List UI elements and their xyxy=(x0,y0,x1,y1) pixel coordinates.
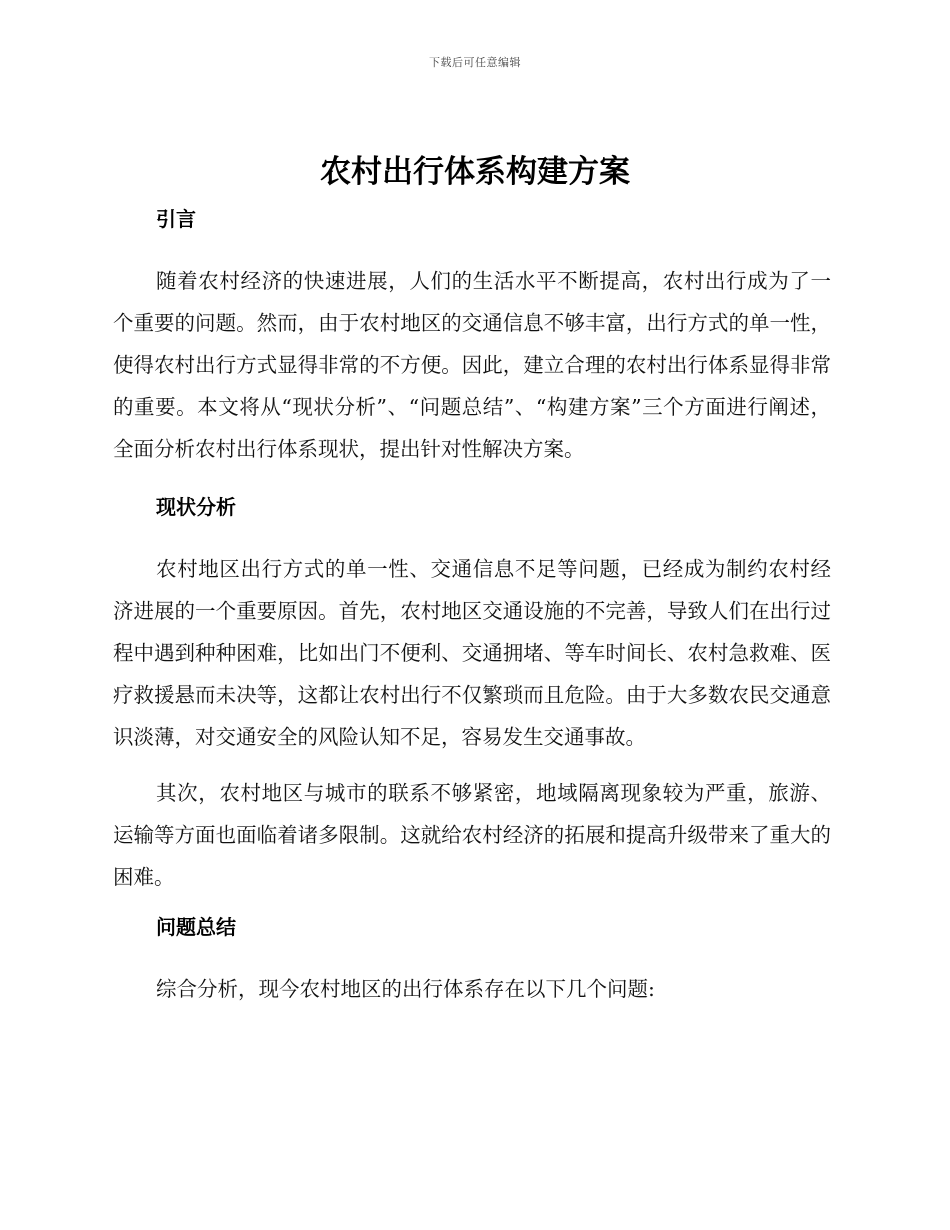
paragraph-status-analysis-1: 农村地区出行方式的单一性、交通信息不足等问题，已经成为制约农村经济进展的一个重要原因。首先，农村地区交通设施的不完善，导致人们在出行过程中遇到种种困难，比如出门不便利、交通拥堵、等车时间长、农村急救难、医疗救援悬而未决等，这都让农村出行不仅繁琐而且危险。由于大多数农民交通意识淡薄，对交通安全的风险认知不足，容易发生交通事故。 xyxy=(113,557,831,749)
document-title: 农村出行体系构建方案 xyxy=(320,154,630,190)
paragraph-problem-summary: 综合分析，现今农村地区的出行体系存在以下几个问题: xyxy=(156,977,655,1001)
section-heading-introduction: 引言 xyxy=(156,207,196,231)
paragraph-status-analysis-2: 其次，农村地区与城市的联系不够紧密，地域隔离现象较为严重，旅游、运输等方面也面临着诸多限制。这就给农村经济的拓展和提高升级带来了重大的困难。 xyxy=(113,781,831,889)
document-body xyxy=(113,200,831,1010)
header-note: 下载后可任意编辑 xyxy=(429,56,521,69)
section-heading-problem-summary: 问题总结 xyxy=(156,915,236,939)
section-heading-status-analysis: 现状分析 xyxy=(156,495,236,519)
paragraph-introduction: 随着农村经济的快速进展，人们的生活水平不断提高，农村出行成为了一个重要的问题。然而，由于农村地区的交通信息不够丰富，出行方式的单一性，使得农村出行方式显得非常的不方便。因此，建立合理的农村出行体系显得非常的重要。本文将从“现状分析”、“问题总结”、“构建方案”三个方面进行阐述，全面分析农村出行体系现状，提出针对性解决方案。 xyxy=(113,269,831,461)
